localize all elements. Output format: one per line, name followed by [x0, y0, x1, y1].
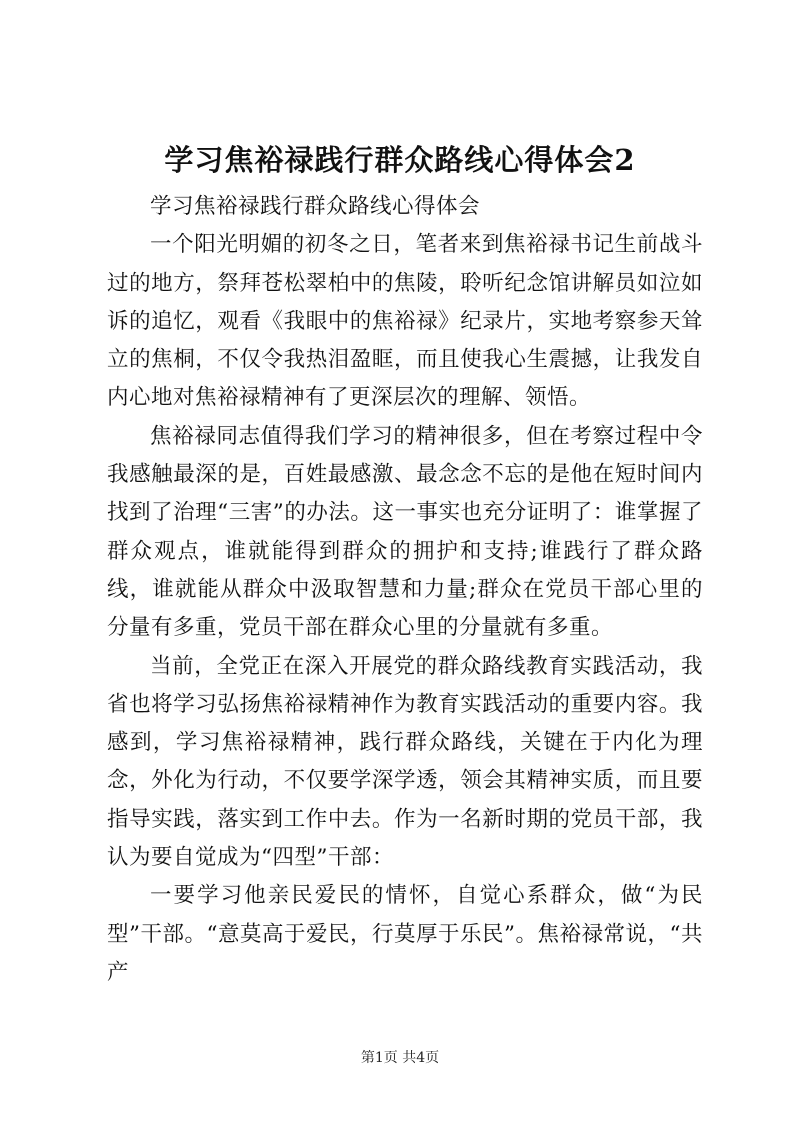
- document-body: [107, 188, 703, 992]
- paragraph-2: 焦裕禄同志值得我们学习的精神很多，但在考察过程中令我感触最深的是，百姓最感激、最念念不忘的是他在短时间内找到了治理“三害”的办法。这一事实也充分证明了：谁掌握了群众观点，谁就能得到群众的拥护和支持;谁践行了群众路线，谁就能从群众中汲取智慧和力量;群众在党员干部心里的分量有多重，党员干部在群众心里的分量就有多重。: [107, 423, 703, 641]
- page-number-footer: 第1页 共4页: [360, 1050, 440, 1066]
- paragraph-3: 当前，全党正在深入开展党的群众路线教育实践活动，我省也将学习弘扬焦裕禄精神作为教育实践活动的重要内容。我感到，学习焦裕禄精神，践行群众路线，关键在于内化为理念，外化为行动，不仅要学深学透，领会其精神实质，而且要指导实践，落实到工作中去。作为一名新时期的党员干部，我认为要自觉成为“四型”干部：: [107, 653, 703, 871]
- document-title: 学习焦裕禄践行群众路线心得体会2: [164, 143, 636, 177]
- paragraph-1: 一个阳光明媚的初冬之日，笔者来到焦裕禄书记生前战斗过的地方，祭拜苍松翠柏中的焦陵，聆听纪念馆讲解员如泣如诉的追忆，观看《我眼中的焦裕禄》纪录片，实地考察参天耸立的焦桐，不仅令我热泪盈眶，而且使我心生震撼，让我发自内心地对焦裕禄精神有了更深层次的理解、领悟。: [107, 232, 703, 411]
- paragraph-subtitle: 学习焦裕禄践行群众路线心得体会: [150, 194, 481, 219]
- paragraph-4: 一要学习他亲民爱民的情怀，自觉心系群众，做“为民型”干部。“意莫高于爱民，行莫厚于乐民”。焦裕禄常说，“共产: [107, 883, 703, 985]
